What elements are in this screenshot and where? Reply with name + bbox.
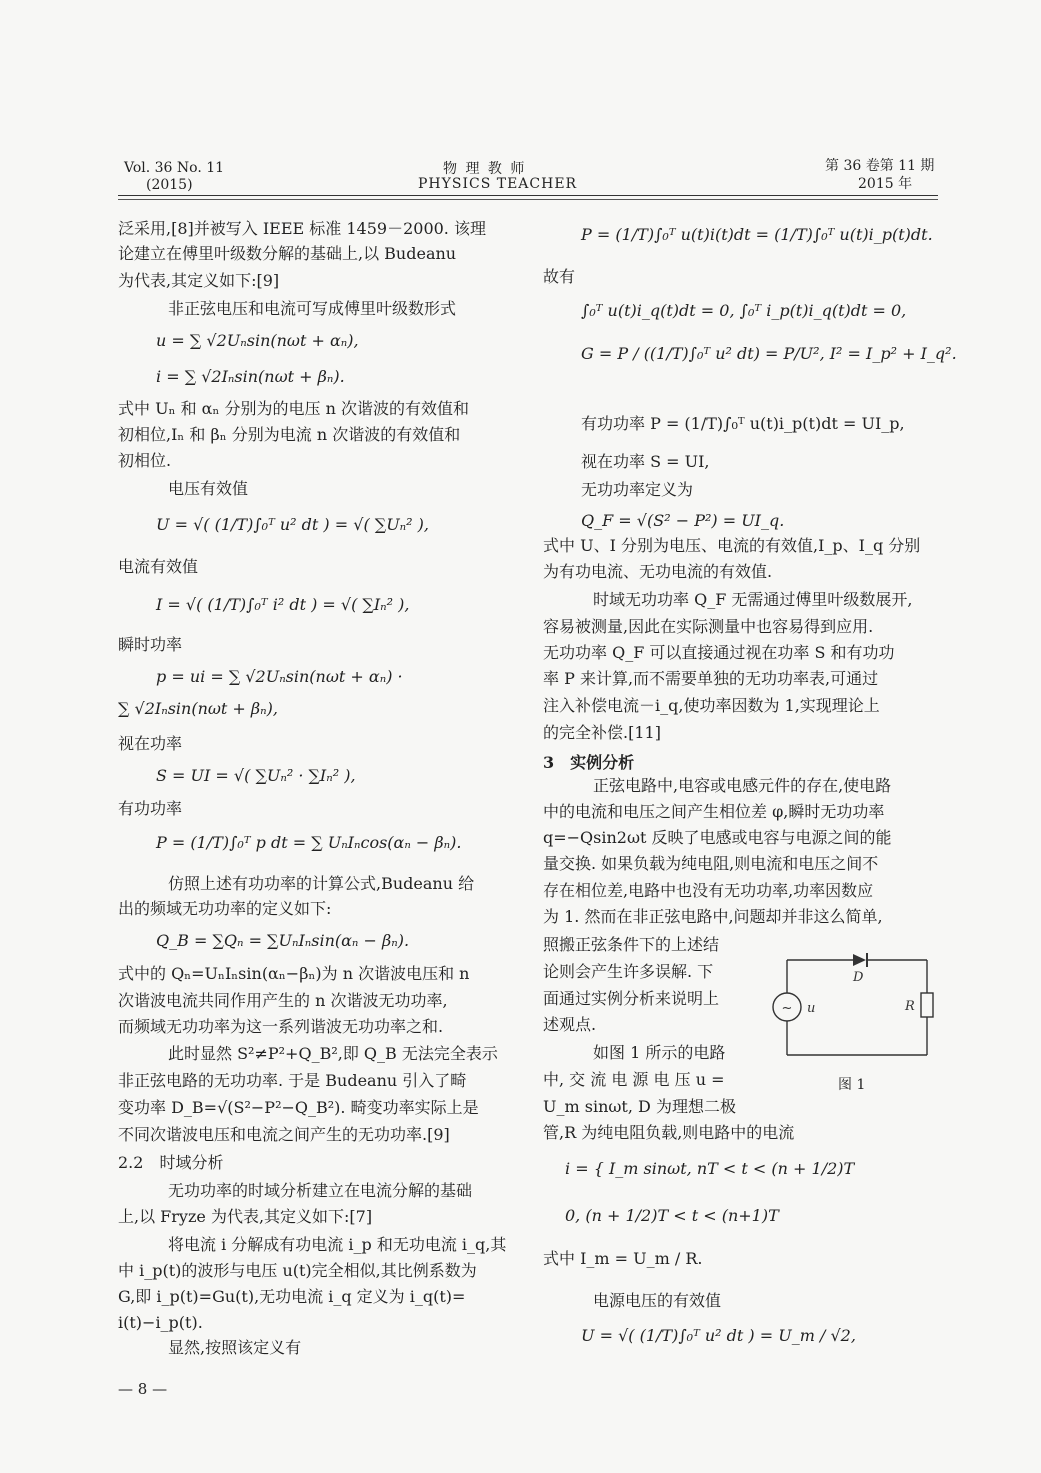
right-line-20: q=−Qsin2ωt 反映了电感或电容与电源之间的能 <box>543 828 892 847</box>
left-line-36: G,即 i_p(t)=Gu(t),无功电流 i_q 定义为 i_q(t)= <box>118 1287 466 1306</box>
right-line-10: 为有功电流、无功电流的有效值. <box>543 562 773 581</box>
right-line-5: 有功功率 P = (1/T)∫₀ᵀ u(t)i_p(t)dt = UI_p, <box>581 414 905 433</box>
left-line-11: U = √( (1/T)∫₀ᵀ u² dt ) = √( ∑Uₙ² ), <box>156 515 429 534</box>
left-line-28: 非正弦电路的无功功率. 于是 Budeanu 引入了畸 <box>118 1071 467 1090</box>
diode-label: D <box>853 970 864 985</box>
right-line-29: 中, 交 流 电 源 电 压 u = <box>543 1070 725 1089</box>
right-line-33: 0, (n + 1/2)T < t < (n+1)T <box>565 1206 779 1225</box>
left-line-34: 将电流 i 分解成有功电流 i_p 和无功电流 i_q,其 <box>152 1235 507 1254</box>
right-line-28: 如图 1 所示的电路 <box>577 1043 726 1062</box>
right-line-16: 的完全补偿.[11] <box>543 723 661 742</box>
left-line-38: 显然,按照该定义有 <box>152 1338 302 1357</box>
right-line-15: 注入补偿电流－i_q,使功率因数为 1,实现理论上 <box>543 696 880 715</box>
figure-caption: 图 1 <box>838 1077 866 1093</box>
source-symbol: ~ <box>781 1001 793 1016</box>
right-line-1: P = (1/T)∫₀ᵀ u(t)i(t)dt = (1/T)∫₀ᵀ u(t)i_p(t)dt. <box>581 225 933 244</box>
left-line-20: P = (1/T)∫₀ᵀ p dt = ∑ UₙIₙcos(αₙ − βₙ). <box>156 833 462 852</box>
left-line-31: 2.2 时域分析 <box>118 1153 224 1172</box>
right-line-9: 式中 U、I 分别为电压、电流的有效值,I_p、I_q 分别 <box>543 536 921 555</box>
left-line-15: p = ui = ∑ √2Uₙsin(nωt + αₙ) · <box>156 667 403 686</box>
header-rule-thin <box>118 199 938 200</box>
left-line-14: 瞬时功率 <box>118 635 183 654</box>
left-line-26: 而频域无功功率为这一系列谐波无功功率之和. <box>118 1017 444 1036</box>
right-line-31: 管,R 为纯电阻负载,则电路中的电流 <box>543 1123 795 1142</box>
left-line-1: 泛采用,[8]并被写入 IEEE 标准 1459－2000. 该理 <box>118 219 486 238</box>
left-line-19: 有功功率 <box>118 799 183 818</box>
left-line-22: 出的频域无功功率的定义如下: <box>118 899 332 918</box>
right-line-12: 容易被测量,因此在实际测量中也容易得到应用. <box>543 617 874 636</box>
left-line-13: I = √( (1/T)∫₀ᵀ i² dt ) = √( ∑Iₙ² ), <box>156 595 410 614</box>
left-line-3: 为代表,其定义如下:[9] <box>118 271 280 290</box>
left-line-10: 电压有效值 <box>152 479 249 498</box>
right-line-3: ∫₀ᵀ u(t)i_q(t)dt = 0, ∫₀ᵀ i_p(t)i_q(t)dt = 0, <box>581 301 907 320</box>
source-label: u <box>807 1001 816 1016</box>
left-line-35: 中 i_p(t)的波形与电压 u(t)完全相似,其比例系数为 <box>118 1261 477 1280</box>
right-line-21: 量交换. 如果负载为纯电阻,则电流和电压之间不 <box>543 854 879 873</box>
resistor-label: R <box>905 999 915 1014</box>
left-line-24: 式中的 Qₙ=UₙIₙsin(αₙ−βₙ)为 n 次谐波电压和 n <box>118 964 470 983</box>
right-line-18: 正弦电路中,电容或电感元件的存在,使电路 <box>577 776 892 795</box>
right-line-24: 照搬正弦条件下的上述结 <box>543 935 720 954</box>
left-line-12: 电流有效值 <box>118 557 199 576</box>
left-line-27: 此时显然 S²≠P²+Q_B²,即 Q_B 无法完全表示 <box>152 1044 498 1063</box>
header-right-year: 2015 年 <box>858 176 913 192</box>
left-line-9: 初相位. <box>118 451 172 470</box>
left-line-21: 仿照上述有功功率的计算公式,Budeanu 给 <box>152 874 475 893</box>
right-line-11: 时域无功功率 Q_F 无需通过傅里叶级数展开, <box>577 590 913 609</box>
left-line-4: 非正弦电压和电流可写成傅里叶级数形式 <box>152 299 457 318</box>
right-line-7: 无功功率定义为 <box>581 480 694 499</box>
left-line-7: 式中 Uₙ 和 αₙ 分别为的电压 n 次谐波的有效值和 <box>118 399 469 418</box>
left-line-2: 论建立在傅里叶级数分解的基础上,以 Budeanu <box>118 244 457 263</box>
left-line-30: 不同次谐波电压和电流之间产生的无功功率.[9] <box>118 1125 450 1144</box>
right-line-8: Q_F = √(S² − P²) = UI_q. <box>581 511 785 530</box>
right-line-26: 面通过实例分析来说明上 <box>543 989 720 1008</box>
right-line-14: 率 P 来计算,而不需要单独的无功功率表,可通过 <box>543 669 879 688</box>
right-line-13: 无功功率 Q_F 可以直接通过视在功率 S 和有功功 <box>543 643 895 662</box>
right-line-4: G = P / ((1/T)∫₀ᵀ u² dt) = P/U², I² = I_p² + I_q². <box>581 344 957 363</box>
left-line-23: Q_B = ∑Qₙ = ∑UₙIₙsin(αₙ − βₙ). <box>156 931 410 950</box>
left-line-37: i(t)−i_p(t). <box>118 1313 203 1332</box>
right-line-25: 论则会产生许多误解. 下 <box>543 962 714 981</box>
right-line-34: 式中 I_m = U_m / R. <box>543 1249 703 1268</box>
left-line-25: 次谐波电流共同作用产生的 n 次谐波无功功率, <box>118 991 448 1010</box>
header-left-year: (2015) <box>146 177 193 193</box>
right-line-30: U_m sinωt, D 为理想二极 <box>543 1097 736 1116</box>
header-rule <box>118 195 938 196</box>
right-line-27: 述观点. <box>543 1015 597 1034</box>
resistor-icon <box>921 993 933 1017</box>
right-line-19: 中的电流和电压之间产生相位差 φ,瞬时无功功率 <box>543 802 885 821</box>
right-line-32: i = { I_m sinωt, nT < t < (n + 1/2)T <box>565 1159 855 1178</box>
right-line-23: 为 1. 然而在非正弦电路中,问题却并非这么简单, <box>543 907 883 926</box>
diode-icon <box>853 954 866 966</box>
figure-1-circuit <box>765 945 955 1065</box>
right-line-6: 视在功率 S = UI, <box>581 452 710 471</box>
page-number: — 8 — <box>118 1380 168 1398</box>
right-line-2: 故有 <box>543 267 576 286</box>
right-line-22: 存在相位差,电路中也没有无功功率,功率因数应 <box>543 881 874 900</box>
left-line-6: i = ∑ √2Iₙsin(nωt + βₙ). <box>156 367 345 386</box>
left-line-16: ∑ √2Iₙsin(nωt + βₙ), <box>118 699 278 718</box>
right-line-17: 3 实例分析 <box>543 753 635 772</box>
left-line-33: 上,以 Fryze 为代表,其定义如下:[7] <box>118 1207 373 1226</box>
left-line-8: 初相位,Iₙ 和 βₙ 分别为电流 n 次谐波的有效值和 <box>118 425 461 444</box>
header-center-cn: 物 理 教 师 <box>443 161 527 177</box>
header-center-en: PHYSICS TEACHER <box>418 176 578 192</box>
right-line-35: 电源电压的有效值 <box>577 1291 722 1310</box>
left-line-5: u = ∑ √2Uₙsin(nωt + αₙ), <box>156 331 359 350</box>
right-line-36: U = √( (1/T)∫₀ᵀ u² dt ) = U_m / √2, <box>581 1326 856 1345</box>
left-line-17: 视在功率 <box>118 734 183 753</box>
left-line-29: 变功率 D_B=√(S²−P²−Q_B²). 畸变功率实际上是 <box>118 1098 479 1117</box>
left-line-32: 无功功率的时域分析建立在电流分解的基础 <box>152 1181 473 1200</box>
header-right-vol: 第 36 卷第 11 期 <box>825 158 935 174</box>
header-left-vol: Vol. 36 No. 11 <box>124 160 225 176</box>
left-line-18: S = UI = √( ∑Uₙ² · ∑Iₙ² ), <box>156 766 356 785</box>
